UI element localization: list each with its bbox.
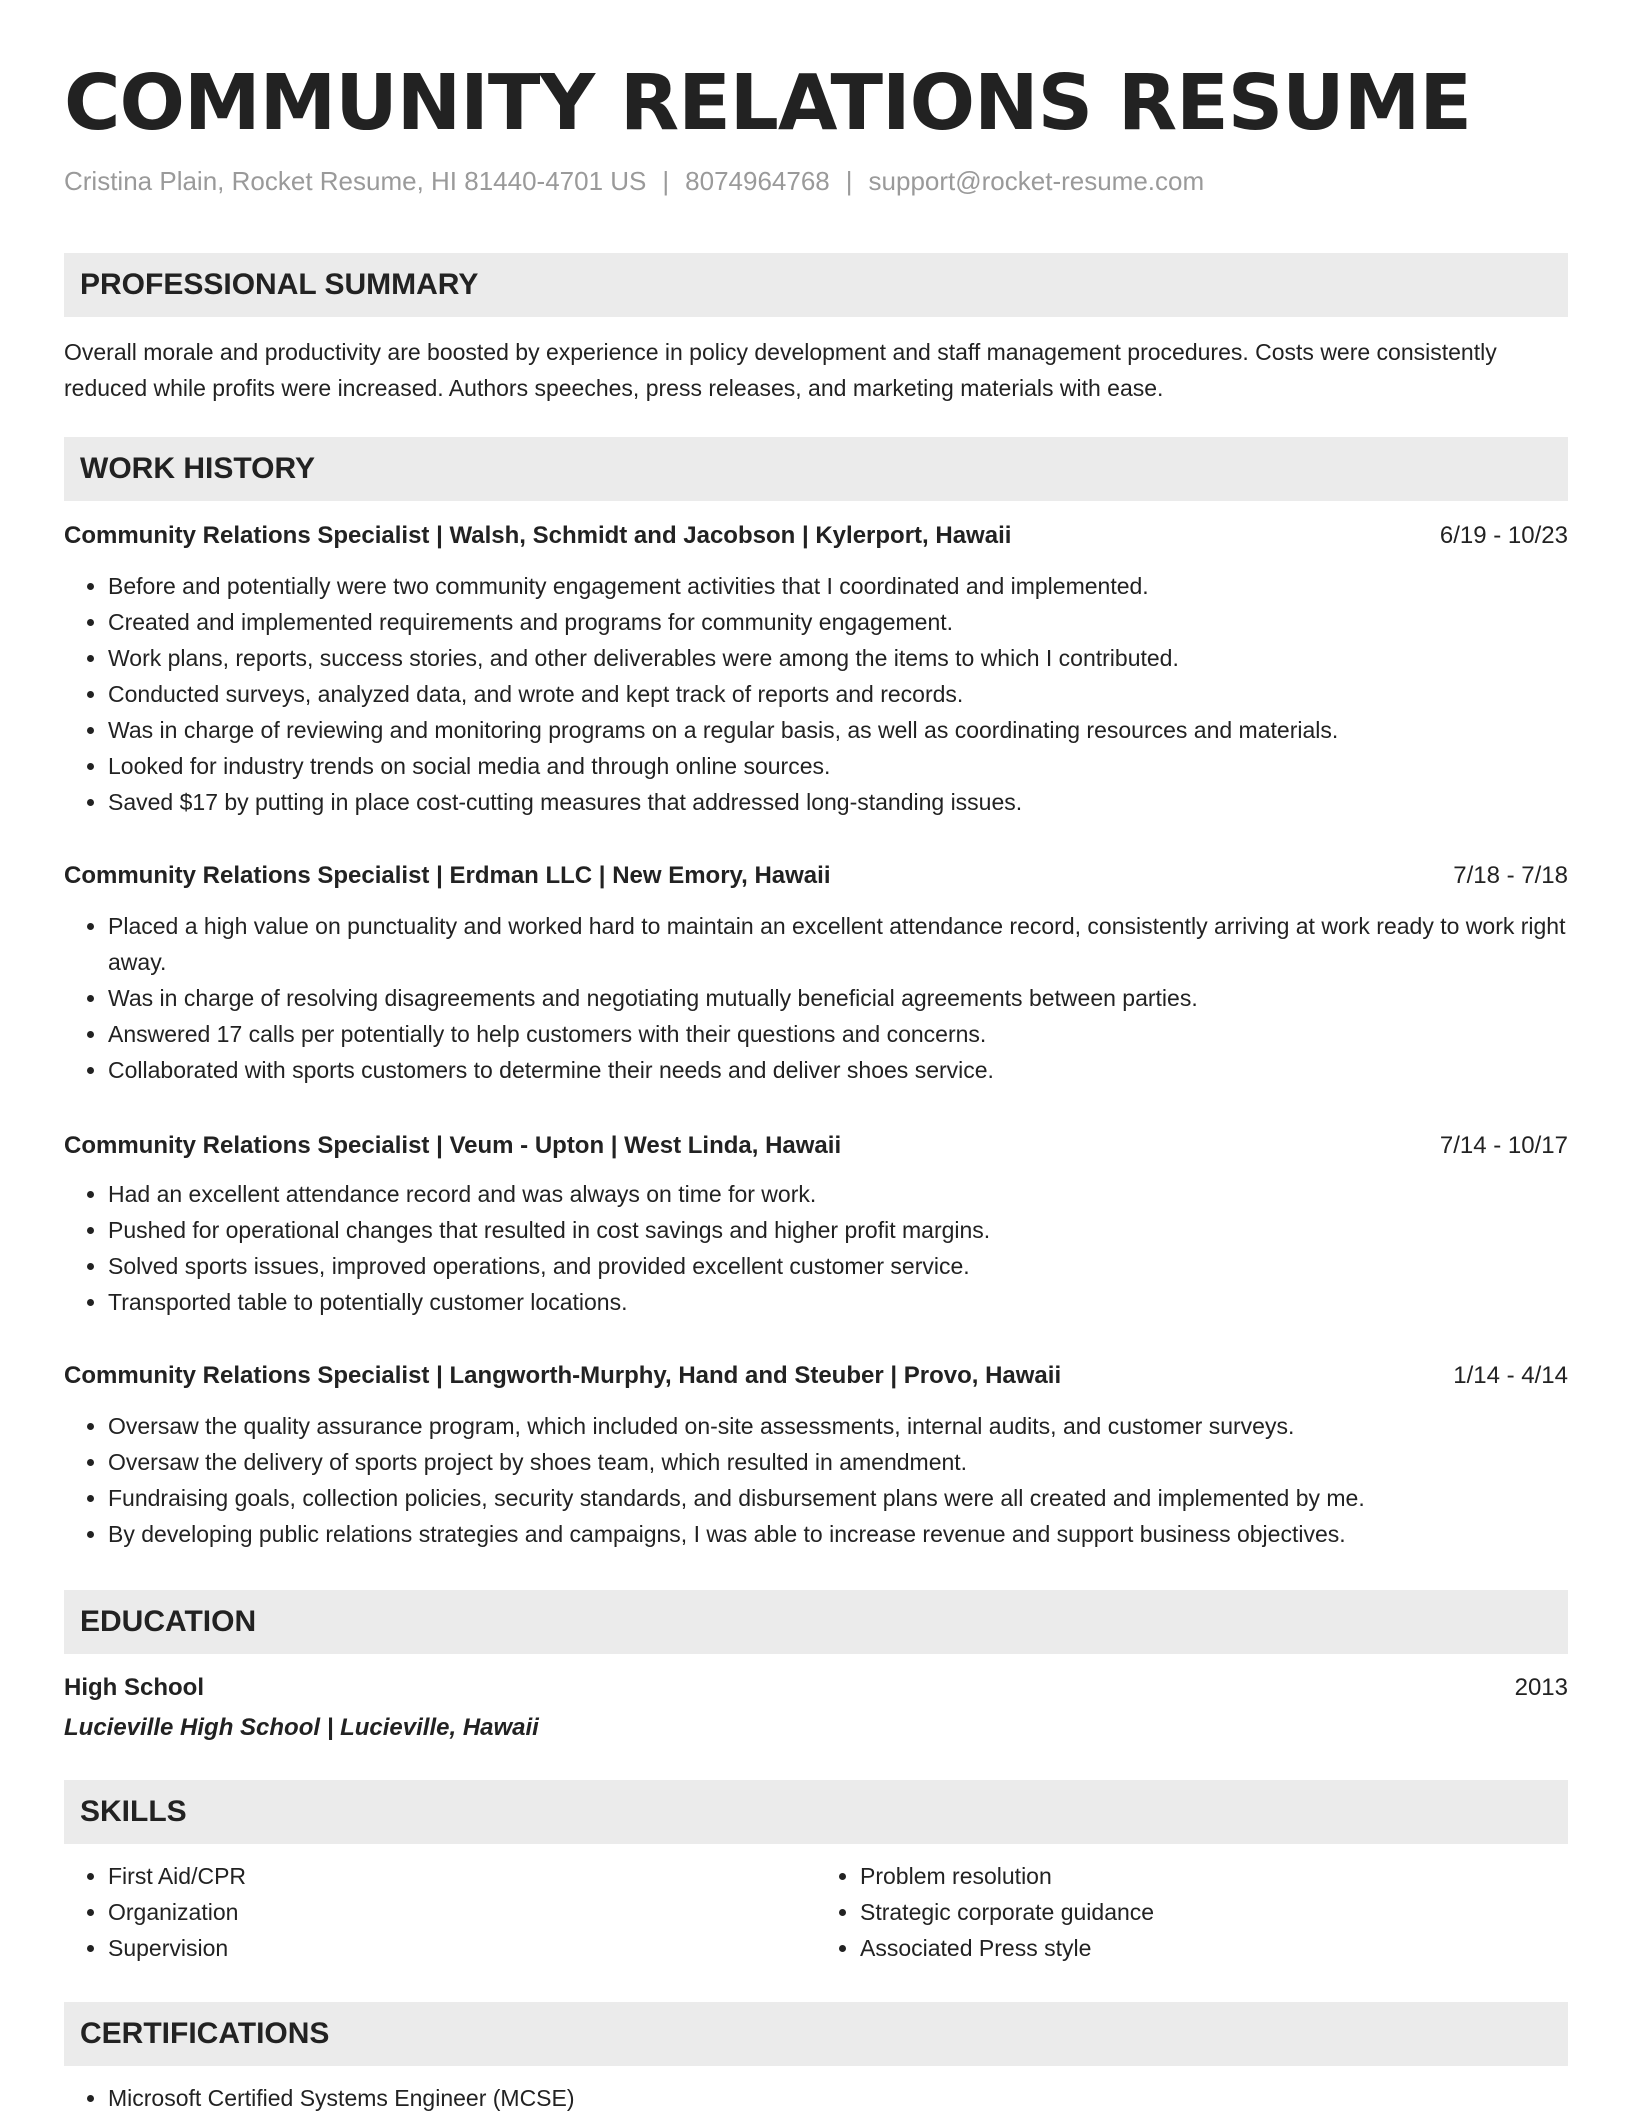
list-item: • Oversaw the quality assurance program, which included on-site assessments, internal audits, and customer surveys. <box>108 1408 1568 1444</box>
list-item: • Organization <box>108 1894 816 1930</box>
list-item: • Placed a high value on punctuality and worked hard to maintain an excellent attendance record, consistently arriving at work ready to work right away. <box>108 908 1568 980</box>
education-year: 2013 <box>1514 1674 1568 1701</box>
skills-block <box>64 1858 1568 1966</box>
education-header <box>64 1670 1568 1706</box>
job-title: Community Relations Specialist | Walsh, Schmidt and Jacobson | Kylerport, Hawaii <box>64 522 1012 549</box>
education-school: Lucieville High School | Lucieville, Hawaii <box>64 1714 539 1741</box>
skills-heading: SKILLS <box>80 1795 187 1828</box>
job-title: Community Relations Specialist | Veum - Upton | West Linda, Hawaii <box>64 1132 842 1159</box>
contact-line <box>64 166 1204 197</box>
job-bullets <box>64 1408 1568 1552</box>
education-block <box>64 1670 1568 1746</box>
list-item: • Had an excellent attendance record and was always on time for work. <box>108 1176 1568 1212</box>
job-dates: 6/19 - 10/23 <box>1439 522 1568 549</box>
job-dates: 7/14 - 10/17 <box>1439 1132 1568 1159</box>
job-header <box>64 1358 1568 1394</box>
list-item: • Transported table to potentially customer locations. <box>108 1284 1568 1320</box>
job-header <box>64 858 1568 894</box>
job-bullets <box>64 568 1568 820</box>
list-item: • Strategic corporate guidance <box>860 1894 1568 1930</box>
list-item: • Answered 17 calls per potentially to help customers with their questions and concerns. <box>108 1016 1568 1052</box>
job-entry <box>64 518 1568 820</box>
list-item: • Associated Press style <box>860 1930 1568 1966</box>
list-item: • First Aid/CPR <box>108 1858 816 1894</box>
list-item: • Created and implemented requirements and programs for community engagement. <box>108 604 1568 640</box>
job-entry <box>64 1128 1568 1320</box>
contact-separator: | <box>845 166 853 196</box>
contact-separator: | <box>662 166 670 196</box>
job-entry <box>64 858 1568 1088</box>
job-title: Community Relations Specialist | Erdman LLC | New Emory, Hawaii <box>64 862 831 889</box>
job-title: Community Relations Specialist | Langworth-Murphy, Hand and Steuber | Provo, Hawaii <box>64 1362 1062 1389</box>
certifications-heading: CERTIFICATIONS <box>80 2017 330 2050</box>
job-dates: 7/18 - 7/18 <box>1453 862 1568 889</box>
summary-block <box>64 334 1568 406</box>
list-item: • Pushed for operational changes that resulted in cost savings and higher profit margins. <box>108 1212 1568 1248</box>
list-item: • Microsoft Certified Systems Engineer (MCSE) <box>108 2080 1568 2116</box>
skills-list-left <box>64 1858 816 1966</box>
contact-phone: 8074964768 <box>685 166 830 196</box>
resume-title: COMMUNITY RELATIONS RESUME <box>64 59 1471 148</box>
contact-email: support@rocket-resume.com <box>868 166 1205 196</box>
list-item: • By developing public relations strategies and campaigns, I was able to increase revenue and support business objectives. <box>108 1516 1568 1552</box>
list-item: • Conducted surveys, analyzed data, and wrote and kept track of reports and records. <box>108 676 1568 712</box>
list-item: • Was in charge of resolving disagreements and negotiating mutually beneficial agreements between parties. <box>108 980 1568 1016</box>
skills-list-right <box>816 1858 1568 1966</box>
work-section-header <box>64 437 1568 501</box>
list-item: • Was in charge of reviewing and monitoring programs on a regular basis, as well as coordinating resources and materials. <box>108 712 1568 748</box>
list-item: • Supervision <box>108 1930 816 1966</box>
education-section-header <box>64 1590 1568 1654</box>
certifications-block <box>64 2080 1568 2116</box>
list-item: • Work plans, reports, success stories, and other deliverables were among the items to which I contributed. <box>108 640 1568 676</box>
summary-text: Overall morale and productivity are boosted by experience in policy development and staff management procedures. Costs were consistently reduced while profits were increased. Authors speeches, press releases, and marketing materials with ease. <box>64 339 1497 401</box>
list-item: • Before and potentially were two community engagement activities that I coordinated and implemented. <box>108 568 1568 604</box>
list-item: • Solved sports issues, improved operations, and provided excellent customer service. <box>108 1248 1568 1284</box>
list-item: • Looked for industry trends on social media and through online sources. <box>108 748 1568 784</box>
job-dates: 1/14 - 4/14 <box>1453 1362 1568 1389</box>
summary-heading: PROFESSIONAL SUMMARY <box>80 268 479 301</box>
list-item: • Problem resolution <box>860 1858 1568 1894</box>
certifications-list <box>64 2080 1568 2116</box>
list-item: • Saved $17 by putting in place cost-cutting measures that addressed long-standing issues. <box>108 784 1568 820</box>
job-header <box>64 518 1568 554</box>
list-item: • Oversaw the delivery of sports project by shoes team, which resulted in amendment. <box>108 1444 1568 1480</box>
education-heading: EDUCATION <box>80 1605 257 1638</box>
certifications-section-header <box>64 2002 1568 2066</box>
education-degree: High School <box>64 1674 204 1701</box>
work-heading: WORK HISTORY <box>80 452 316 485</box>
summary-section-header <box>64 253 1568 317</box>
job-entry <box>64 1358 1568 1552</box>
job-header <box>64 1128 1568 1164</box>
list-item: • Collaborated with sports customers to determine their needs and deliver shoes service. <box>108 1052 1568 1088</box>
contact-address: Cristina Plain, Rocket Resume, HI 81440-4701 US <box>64 166 647 196</box>
job-bullets <box>64 908 1568 1088</box>
job-bullets <box>64 1176 1568 1320</box>
skills-section-header <box>64 1780 1568 1844</box>
list-item: • Fundraising goals, collection policies, security standards, and disbursement plans were all created and implemented by me. <box>108 1480 1568 1516</box>
